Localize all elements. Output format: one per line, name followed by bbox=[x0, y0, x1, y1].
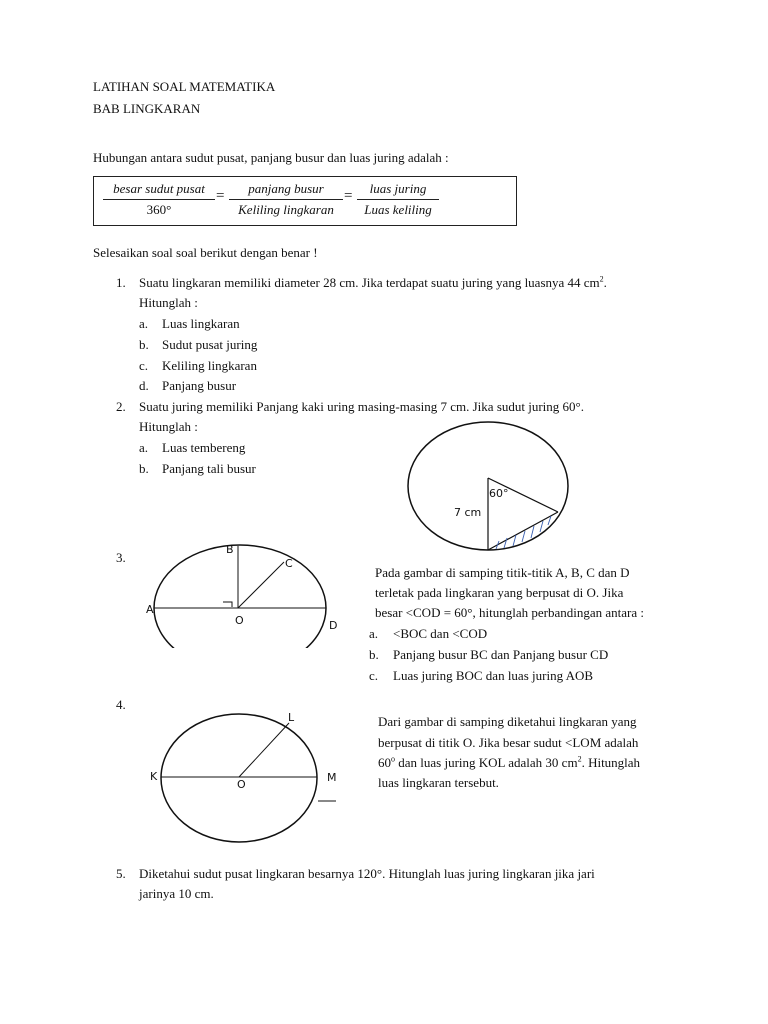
q4-number: 4. bbox=[116, 697, 126, 712]
q1-text-main: Suatu lingkaran memiliki diameter 28 cm. Jika terdapat suatu juring yang luasnya 44 cm bbox=[139, 275, 600, 290]
q3-text-line: besar <COD = 60°, hitunglah perbandingan antara : bbox=[375, 605, 644, 620]
q3-label-A: A bbox=[146, 603, 154, 616]
q4-radius-OL bbox=[239, 723, 289, 777]
equals-sign: = bbox=[216, 188, 225, 204]
fraction-busur-numerator: panjang busur bbox=[248, 181, 324, 196]
intro-text: Hubungan antara sudut pusat, panjang busur dan luas juring adalah : bbox=[93, 150, 449, 165]
chapter-title: BAB LINGKARAN bbox=[93, 101, 201, 116]
q3-label-O: O bbox=[235, 614, 244, 627]
q3-item-text: Panjang busur BC dan Panjang busur CD bbox=[393, 647, 609, 662]
q4-label-O: O bbox=[237, 778, 246, 791]
q3-item-letter: b. bbox=[369, 647, 379, 662]
q5-text-line: Diketahui sudut pusat lingkaran besarnya 120°. Hitunglah luas juring lingkaran jika jari bbox=[139, 866, 595, 881]
q3-number: 3. bbox=[116, 550, 126, 565]
document-title: LATIHAN SOAL MATEMATIKA bbox=[93, 79, 276, 94]
fraction-busur bbox=[229, 181, 343, 218]
q3-right-angle-mark bbox=[223, 602, 232, 607]
q3-label-C: C bbox=[285, 557, 293, 570]
q1-number: 1. bbox=[116, 275, 126, 290]
q2-hitunglah: Hitunglah : bbox=[139, 419, 198, 434]
fraction-juring-denominator: Luas keliling bbox=[364, 202, 432, 217]
q4-label-M: M bbox=[327, 771, 337, 784]
q2-item-letter: b. bbox=[139, 461, 149, 476]
fraction-juring-numerator: luas juring bbox=[369, 181, 427, 196]
q4-text-line: Dari gambar di samping diketahui lingkaran yang bbox=[378, 714, 637, 729]
q3-label-D: D bbox=[329, 619, 338, 632]
q1-item-letter: a. bbox=[139, 316, 149, 331]
q1-text-superscript: 2 bbox=[599, 274, 604, 284]
q4-area-sup: 2 bbox=[577, 754, 582, 764]
q3-text-line: Pada gambar di samping titik-titik A, B, C dan D bbox=[375, 565, 630, 580]
q3-item-text: <BOC dan <COD bbox=[393, 626, 488, 641]
q3-label-B: B bbox=[226, 543, 234, 556]
q3-item-text: Luas juring BOC dan luas juring AOB bbox=[393, 668, 594, 683]
fraction-busur-denominator: Keliling lingkaran bbox=[238, 202, 334, 217]
q4-text-line bbox=[378, 756, 640, 769]
q5-text-line: jarinya 10 cm. bbox=[139, 886, 214, 901]
q1-item-text: Keliling lingkaran bbox=[162, 358, 257, 373]
q3-text-line: terletak pada lingkaran yang berpusat di O. Jika bbox=[375, 585, 624, 600]
q2-circle-figure bbox=[400, 418, 576, 558]
q2-angle-label: 60° bbox=[489, 487, 509, 500]
q3-circle-figure bbox=[140, 540, 350, 648]
q1-text-end: . bbox=[603, 275, 607, 290]
q1-text bbox=[139, 276, 607, 289]
q4-text-line: luas lingkaran tersebut. bbox=[378, 775, 499, 790]
q1-item-letter: b. bbox=[139, 337, 149, 352]
q2-item-text: Panjang tali busur bbox=[162, 461, 256, 476]
q1-hitunglah: Hitunglah : bbox=[139, 295, 198, 310]
q3-circle bbox=[154, 545, 326, 648]
q1-item-letter: d. bbox=[139, 378, 149, 393]
q2-number: 2. bbox=[116, 399, 126, 414]
fraction-sudut-numerator: besar sudut pusat bbox=[113, 181, 205, 196]
q1-item-text: Panjang busur bbox=[162, 378, 237, 393]
q4-angle-value: 60 bbox=[378, 755, 391, 770]
q3-item-letter: a. bbox=[369, 626, 379, 641]
q3-radius-OC bbox=[238, 562, 284, 608]
q4-text-line: berpusat di titik O. Jika besar sudut <LOM adalah bbox=[378, 735, 639, 750]
q4-text-end: . Hitunglah bbox=[581, 755, 641, 770]
fraction-sudut-denominator: 360° bbox=[146, 202, 172, 217]
fraction-juring bbox=[357, 181, 439, 218]
q2-text: Suatu juring memiliki Panjang kaki uring masing-masing 7 cm. Jika sudut juring 60°. bbox=[139, 399, 584, 414]
formula-box bbox=[93, 176, 517, 226]
q4-degree-sup: o bbox=[391, 754, 395, 764]
instruction-text: Selesaikan soal soal berikut dengan benar ! bbox=[93, 245, 318, 260]
q2-item-letter: a. bbox=[139, 440, 149, 455]
q4-label-K: K bbox=[150, 770, 158, 783]
q2-length-label: 7 cm bbox=[454, 506, 482, 519]
q1-item-text: Sudut pusat juring bbox=[162, 337, 258, 352]
q2-item-text: Luas tembereng bbox=[162, 440, 246, 455]
equals-sign: = bbox=[344, 188, 353, 204]
q4-text-mid: dan luas juring KOL adalah 30 cm bbox=[395, 755, 578, 770]
q4-label-L: L bbox=[288, 711, 295, 724]
q5-number: 5. bbox=[116, 866, 126, 881]
q4-circle-figure bbox=[144, 706, 344, 846]
q1-item-letter: c. bbox=[139, 358, 149, 373]
fraction-sudut bbox=[103, 181, 215, 218]
q1-item-text: Luas lingkaran bbox=[162, 316, 240, 331]
q3-item-letter: c. bbox=[369, 668, 379, 683]
